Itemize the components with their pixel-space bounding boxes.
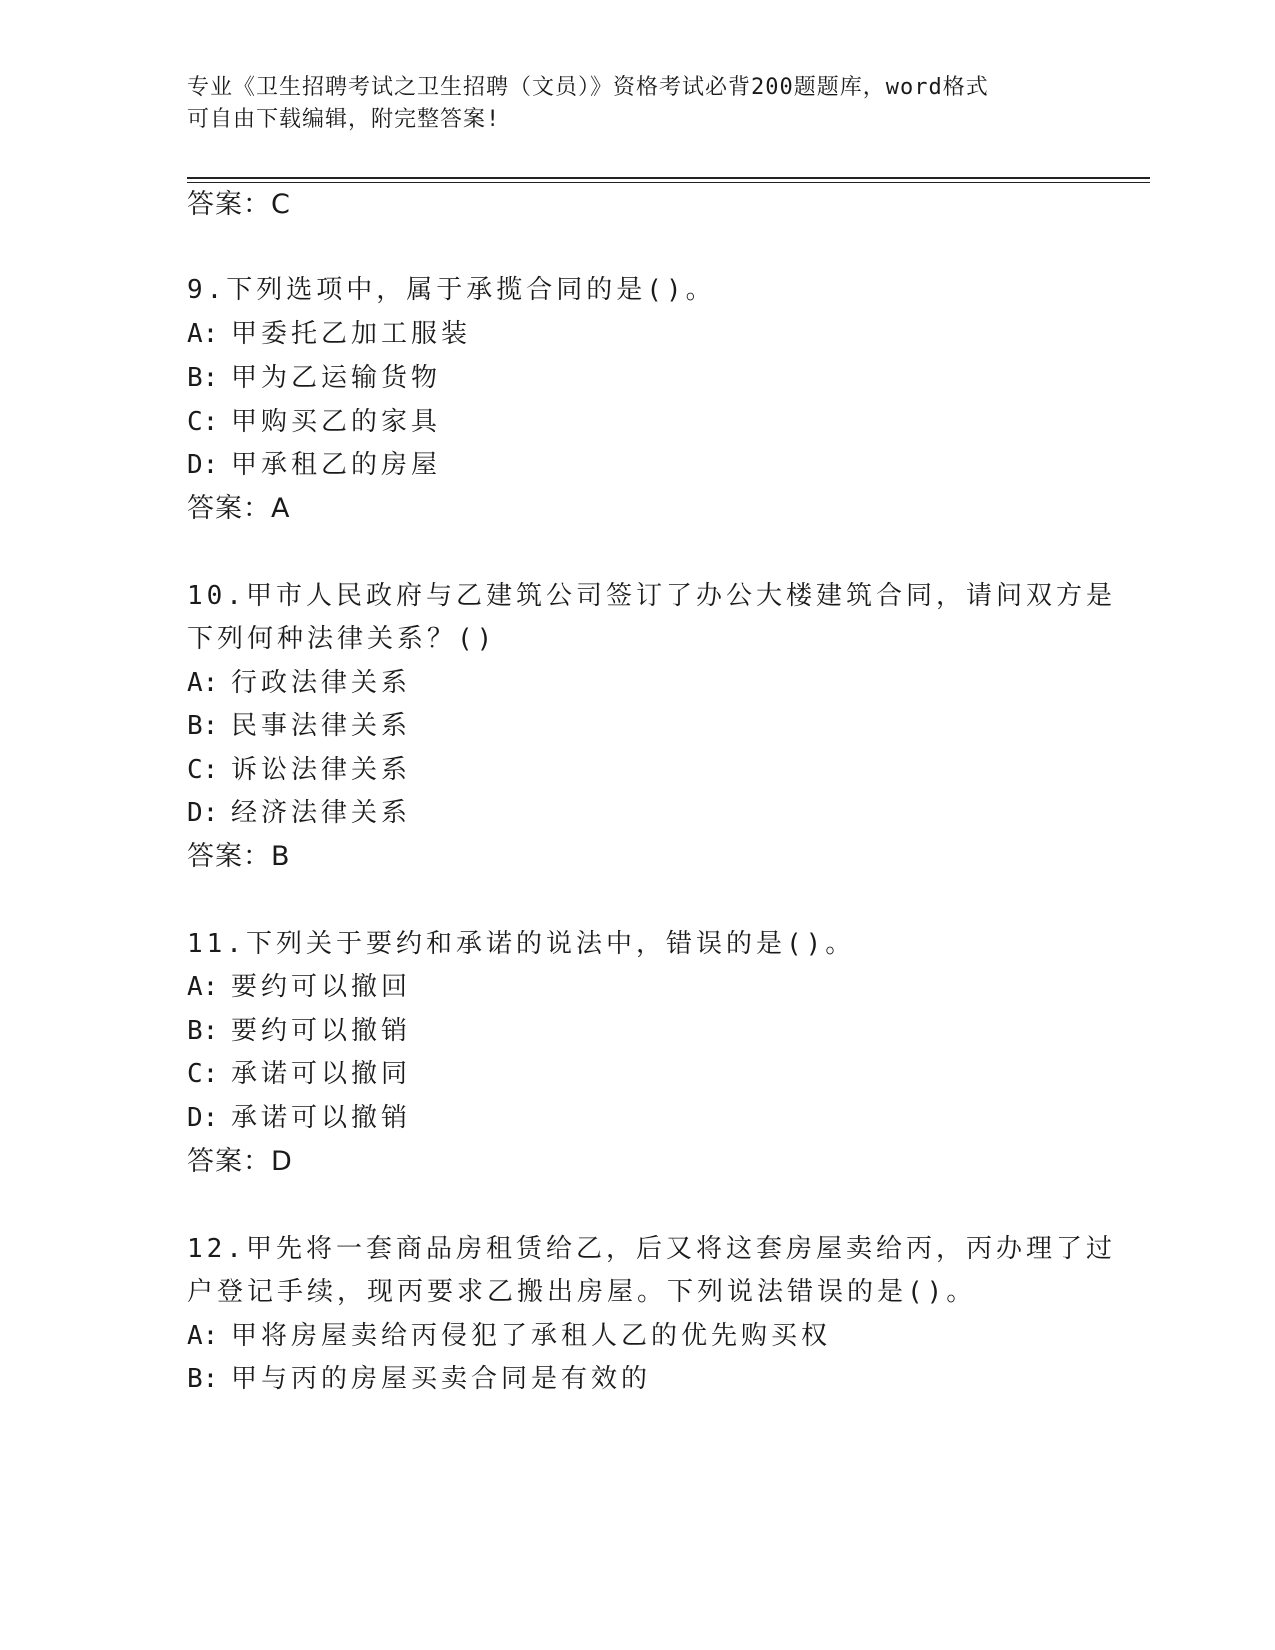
question-11-option-b: B: 要约可以撤销 xyxy=(187,1016,412,1046)
question-11-stem: 11.下列关于要约和承诺的说法中，错误的是()。 xyxy=(187,929,856,959)
question-10-stem-line-1: 10.甲市人民政府与乙建筑公司签订了办公大楼建筑合同，请问双方是 xyxy=(187,581,1116,611)
header-line-1: 专业《卫生招聘考试之卫生招聘（文员）》资格考试必背200题题库，word格式 xyxy=(187,75,989,100)
question-12-option-b: B: 甲与丙的房屋买卖合同是有效的 xyxy=(187,1364,652,1394)
header-divider-bottom xyxy=(187,182,1150,183)
header-line-2: 可自由下载编辑，附完整答案! xyxy=(187,107,501,132)
question-11-option-d: D: 承诺可以撤销 xyxy=(187,1103,412,1133)
question-9-option-d: D: 甲承租乙的房屋 xyxy=(187,450,442,480)
question-10-option-b: B: 民事法律关系 xyxy=(187,711,412,741)
question-11-option-a: A: 要约可以撤回 xyxy=(187,972,412,1002)
question-10-stem-line-2: 下列何种法律关系？() xyxy=(187,624,497,654)
question-10-option-a: A: 行政法律关系 xyxy=(187,668,412,698)
question-10-answer: 答案：B xyxy=(187,841,291,872)
previous-answer: 答案：C xyxy=(187,189,291,220)
question-12-stem-line-2: 户登记手续，现丙要求乙搬出房屋。下列说法错误的是()。 xyxy=(187,1277,977,1307)
question-10-option-c: C: 诉讼法律关系 xyxy=(187,755,412,785)
question-9-answer: 答案：A xyxy=(187,493,291,524)
question-9-option-c: C: 甲购买乙的家具 xyxy=(187,407,442,437)
document-header xyxy=(187,72,1067,136)
question-11-option-c: C: 承诺可以撤同 xyxy=(187,1059,412,1089)
question-11-answer: 答案：D xyxy=(187,1146,293,1177)
question-9-stem: 9.下列选项中，属于承揽合同的是()。 xyxy=(187,275,716,305)
header-divider-top xyxy=(187,177,1150,179)
question-10-option-d: D: 经济法律关系 xyxy=(187,798,412,828)
question-12-option-a: A: 甲将房屋卖给丙侵犯了承租人乙的优先购买权 xyxy=(187,1321,832,1351)
question-12-stem-line-1: 12.甲先将一套商品房租赁给乙，后又将这套房屋卖给丙，丙办理了过 xyxy=(187,1234,1116,1264)
question-9-option-b: B: 甲为乙运输货物 xyxy=(187,363,442,393)
question-9-option-a: A: 甲委托乙加工服装 xyxy=(187,319,472,349)
